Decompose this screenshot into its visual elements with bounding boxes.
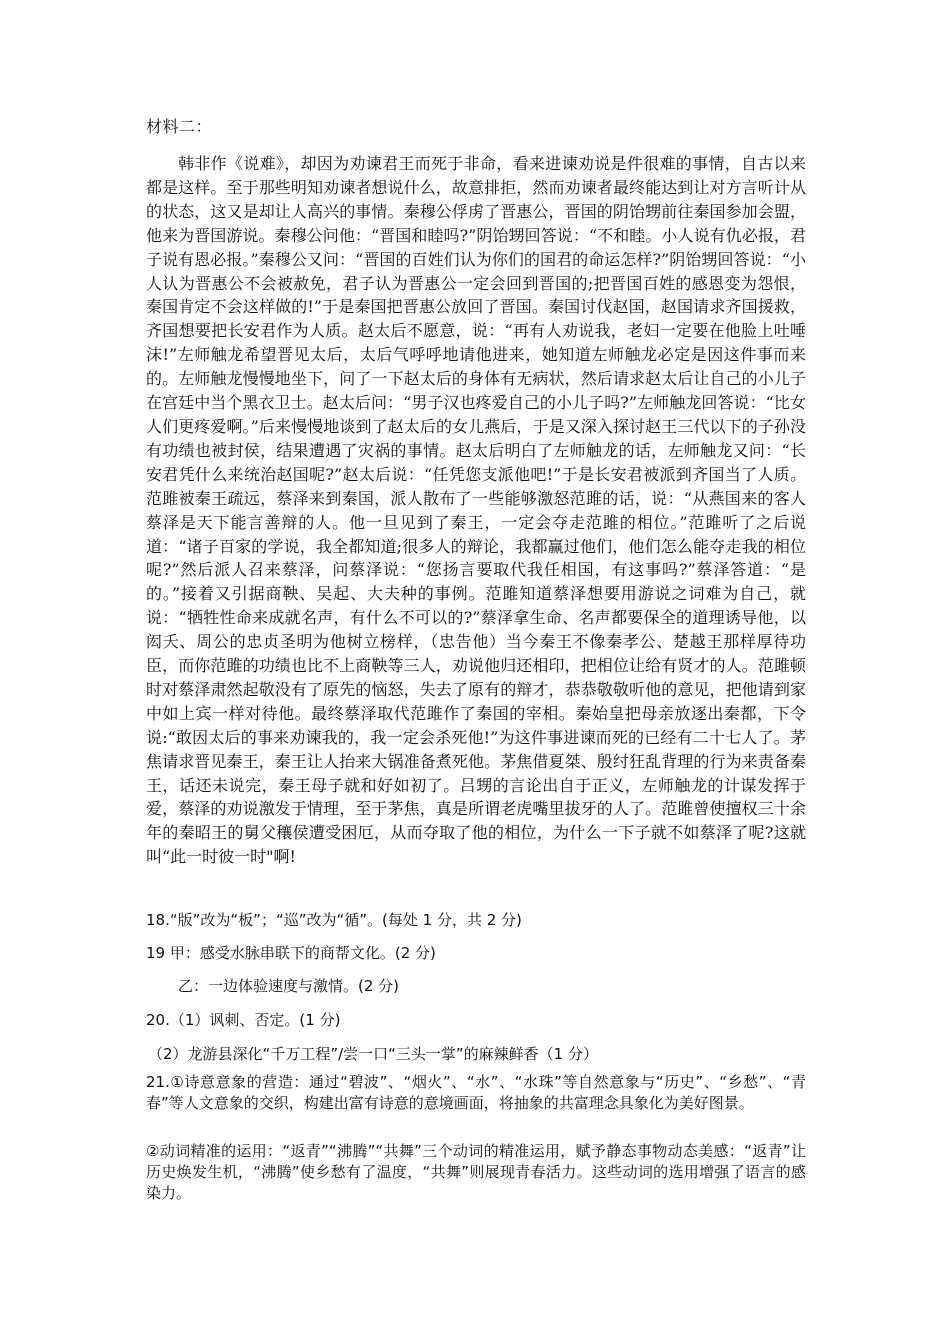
answer-21-point-2: ②动词精准的运用：“返青”“沸腾”“共舞”三个动词的精准运用，赋予静态事物动态美感：“返青”让历史焕发生机，“沸腾”使乡愁有了温度，“共舞”则展现青春活力。这些动词的选用增强了语言的感染力。 [146,1142,806,1202]
answer-21-point-1: 21.①诗意意象的营造：通过“碧波”、“烟火”、“水”、“水珠”等自然意象与“历史”、“乡愁”、“青春”等人文意象的交织，构建出富有诗意的意境画面，将抽象的共富理念具象化为美好图景。 [146,1073,806,1112]
answer-18: 18.“版”改为“板”；“巡”改为“循”。(每处 1 分，共 2 分) [146,911,522,929]
answer-19-yi: 乙：一边体验速度与激情。(2 分) [178,977,400,995]
passage-text: 韩非作《说难》，却因为劝谏君王而死于非命，看来进谏劝说是件很难的事情，自古以来都是这样。至于那些明知劝谏者想说什么，故意排拒，然而劝谏者最终能达到让对方言听计从的状态，这又是却让人高兴的事情。秦穆公俘虏了晋惠公，晋国的阴饴甥前往秦国参加会盟，他来为晋国游说。秦穆公问他：“晋国和睦吗?”阴饴甥回答说：“不和睦。小人说有仇必报，君子说有恩必报。”秦穆公又问：“晋国的百姓们认为你们的国君的命运怎样?”阴饴甥回答说：“小人认为晋惠公不会被赦免，君子认为晋惠公一定会回到晋国的;把晋国百姓的感恩变为怨恨，秦国肯定不会这样做的!”于是秦国把晋惠公放回了晋国。秦国讨伐赵国，赵国请求齐国援救，齐国想要把长安君作为人质。赵太后不愿意，说：“再有人劝说我，老妇一定要在他脸上吐唾沫!”左师触龙希望晋见太后，太后气呼呼地请他进来，她知道左师触龙必定是因这件事而来的。左师触龙慢慢地坐下，问了一下赵太后的身体有无病状，然后请求赵太后让自己的小儿子在宫廷中当个黑衣卫士。赵太后问：“男子汉也疼爱自己的小儿子吗?”左师触龙回答说：“比女人们更疼爱啊。”后来慢慢地谈到了赵太后的女儿燕后，于是又深入探讨赵王三代以下的子孙没有功绩也被封侯，结果遭遇了灾祸的事情。赵太后明白了左师触龙的话，左师触龙又问：“长安君凭什么来统治赵国呢?”赵太后说：“任凭您支派他吧!”于是长安君被派到齐国当了人质。范雎被秦王疏远，蔡泽来到秦国，派人散布了一些能够激怒范雎的话，说：“从燕国来的客人蔡泽是天下能言善辩的人。他一旦见到了秦王，一定会夺走范雎的相位。”范雎听了之后说道：“诸子百家的学说，我全都知道;很多人的辩论，我都赢过他们，他们怎么能夺走我的相位呢?”然后派人召来蔡泽，问蔡泽说：“您扬言要取代我任相国，有这事吗?”蔡泽答道：“是的。”接着又引据商鞅、吴起、大夫种的事例。范雎知道蔡泽想要用游说之词难为自己，就说：“牺牲性命来成就名声，有什么不可以的?”蔡泽拿生命、名声都要保全的道理诱导他，以闳夭、周公的忠贞圣明为他树立榜样，（忠告他）当今秦王不像秦孝公、楚越王那样厚待功臣，而你范雎的功绩也比不上商鞅等三人，劝说他归还相印，把相位让给有贤才的人。范雎顿时对蔡泽肃然起敬没有了原先的恼怒，失去了原有的辩才，恭恭敬敬听他的意见，把他请到家中如上宾一样对待他。最终蔡泽取代范雎作了秦国的宰相。秦始皇把母亲放逐出秦都，下令说:“敢因太后的事来劝谏我的，我一定会杀死他!”为这件事进谏而死的已经有二十七人了。茅焦请求晋见秦王，秦王让人抬来大锅准备煮死他。茅焦借夏桀、殷纣狂乱背理的行为来责备秦王，话还未说完，秦王母子就和好如初了。吕甥的言论出自于正义，左师触龙的计谋发挥于爱，蔡泽的劝说激发于情理，至于茅焦，真是所谓老虎嘴里拔牙的人了。范雎曾使擅权三十余年的秦昭王的舅父穰侯遭受困厄，从而夺取了他的相位，为什么一下子就不如蔡泽了呢?这就叫“此一时彼一时"啊! [146,154,806,867]
material-heading: 材料二： [146,117,213,136]
answer-19-jia: 19 甲：感受水脉串联下的商帮文化。(2 分) [146,944,436,962]
answer-20-part-1: 20.（1）讽刺、否定。(1 分) [146,1011,341,1029]
answer-20-part-2: （2）龙游县深化“千万工程”/尝一口“三头一掌”的麻辣鲜香（1 分） [148,1045,598,1063]
